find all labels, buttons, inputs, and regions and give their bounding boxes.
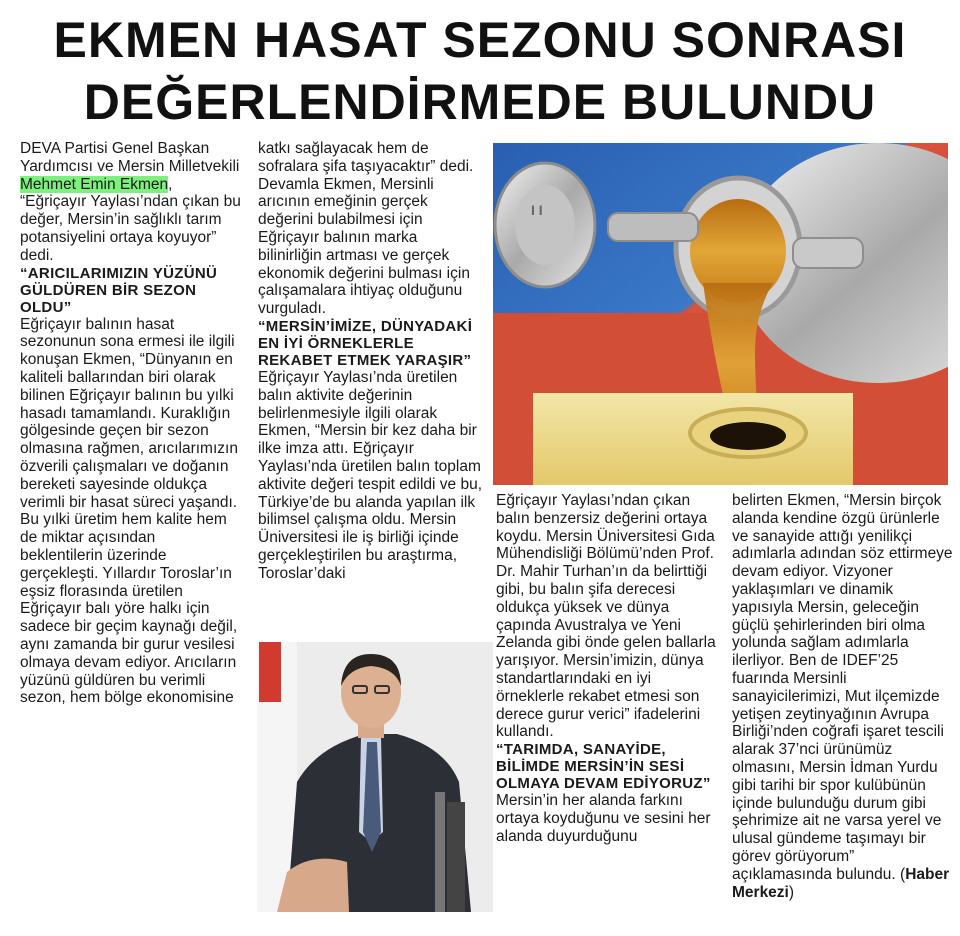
highlighted-name: Mehmet Emin Ekmen (20, 175, 169, 193)
article-column-3 (496, 492, 718, 846)
article-column-4 (732, 492, 954, 901)
honey-photo (493, 143, 948, 485)
headline-line-2: DEĞERLENDİRMEDE BULUNDU (83, 74, 877, 130)
body-paragraph: Eğriçayır Yaylası’nda üretilen balın aktivite değerinin belirlenmesiyle ilgili olarak Ekmen, “Mersin bir kez daha bir ilke imza attı. Eğriçayır Yaylası’nda üretilen balın toplam aktivite değeri tespit edildi ve bu, Türkiye’de bu alanda yapılan ilk bilimsel çalışma oldu. Mersin Üniversitesi ile iş birliği içinde gerçekleştirilen bu araştırma, Toroslar’daki (258, 368, 483, 582)
intro-paragraph: DEVA Partisi Genel Başkan Yardımcısı ve Mersin Milletvekili Mehmet Emin Ekmen, “Eğriçayır Yaylası’ndan çıkan bu değer, Mersin’in sağlıklı tarım potansiyelini ortaya koyuyor” dedi. (20, 140, 241, 264)
article-column-1 (20, 140, 242, 707)
svg-text:I I: I I (531, 202, 543, 218)
body-paragraph: Eğriçayır balının hasat sezonunun sona ermesi ile ilgili konuşan Ekmen, “Dünyanın en kaliteli ballarından biri olarak bilinen Eğriçayır balının bu yılki hasadı tamamlandı. Kuraklığın gölgesinde geçen bir sezon olmasına rağmen, arıcılarımızın özverili çalışmaları ve doğanın bereketi sayesinde oldukça verimli bir hasat süreci yaşandı. Bu yılki üretim hem kalite hem de miktar açısından beklentilerin üzerinde gerçekleşti. Yıllardır Toroslar’ın eşsiz florasında üretilen Eğriçayır balı yöre halkı için sadece bir geçim kaynağı değil, aynı zamanda bir gurur vesilesi olmaya devam ediyor. Arıcıların yüzünü güldüren bu verimli sezon, hem bölge ekonomisine (20, 315, 238, 707)
subheading-2: “MERSİN’İMİZE, DÜNYADAKİ EN İYİ ÖRNEKLERLE REKABET ETMEK YARAŞIR” (258, 317, 473, 369)
article-column-2 (258, 140, 484, 583)
speaker-portrait-photo (257, 642, 493, 912)
subheading-3: “TARIMDA, SANAYİDE, BİLİMDE MERSİN’İN SESİ OLMAYA DEVAM EDİYORUZ” (496, 741, 711, 793)
body-paragraph: katkı sağlayacak hem de sofralara şifa taşıyacaktır” dedi. Devamla Ekmen, Mersinli arıcının emeğinin gerçek değerini bulabilmesi için Eğriçayır balının marka bilinirliğin artması ve gerçek ekonomik değerini bulması için çalışamalara ihtiyaç olduğunu vurguladı. (258, 140, 474, 318)
subheading-1: “ARICILARIMIZIN YÜZÜNÜ GÜLDÜREN BİR SEZON OLDU” (20, 264, 218, 316)
headline-line-1: EKMEN HASAT SEZONU SONRASI (53, 12, 907, 68)
news-credit: Haber Merkezi (732, 865, 950, 901)
body-paragraph: Eğriçayır Yaylası’ndan çıkan balın benzersiz değerini ortaya koydu. Mersin Üniversitesi Gıda Mühendisliği Bölümü’nden Prof. Dr. Mahir Turhan’ın da belirttiği gibi, bu balın şifa derecesi oldukça yüksek ve dünya çapında Avustralya ve Yeni Zelanda gibi önde gelen ballarla yarışıyor. Mersin’imizin, dünya standartlarındaki en iyi örneklerle rekabet etmesi son derece gurur verici” ifadelerini kullandı. (496, 492, 716, 741)
body-paragraph: belirten Ekmen, “Mersin birçok alanda kendine özgü ürünlerle ve sanayide attığı yenilikçi adımlarla adından söz ettirmeye devam ediyor. Vizyoner yaklaşımları ve dinamik yapısıyla Mersin, geleceğin güçlü şehirlerinden biri olma yolunda sağlam adımlarla ilerliyor. Ben de IDEF’25 fuarında Mersinli sanayicilerimizi, Mut ilçemizde yetişen zeytinyağının Avrupa Birliği’nden coğrafi işaret tescili alarak 37’nci ürünümüz olmasını, Mersin İdman Yurdu gibi tarihi bir spor kulübünün içinde bulunduğu durum gibi şehrimize ait ne varsa yerel ve ulusal gündeme taşımayı bir görev görüyorum” açıklamasında bulundu. (Haber Merkezi) (732, 492, 953, 901)
body-paragraph: Mersin’in her alanda farkını ortaya koyduğunu ve sesini her alanda duyurduğunu (496, 792, 711, 845)
